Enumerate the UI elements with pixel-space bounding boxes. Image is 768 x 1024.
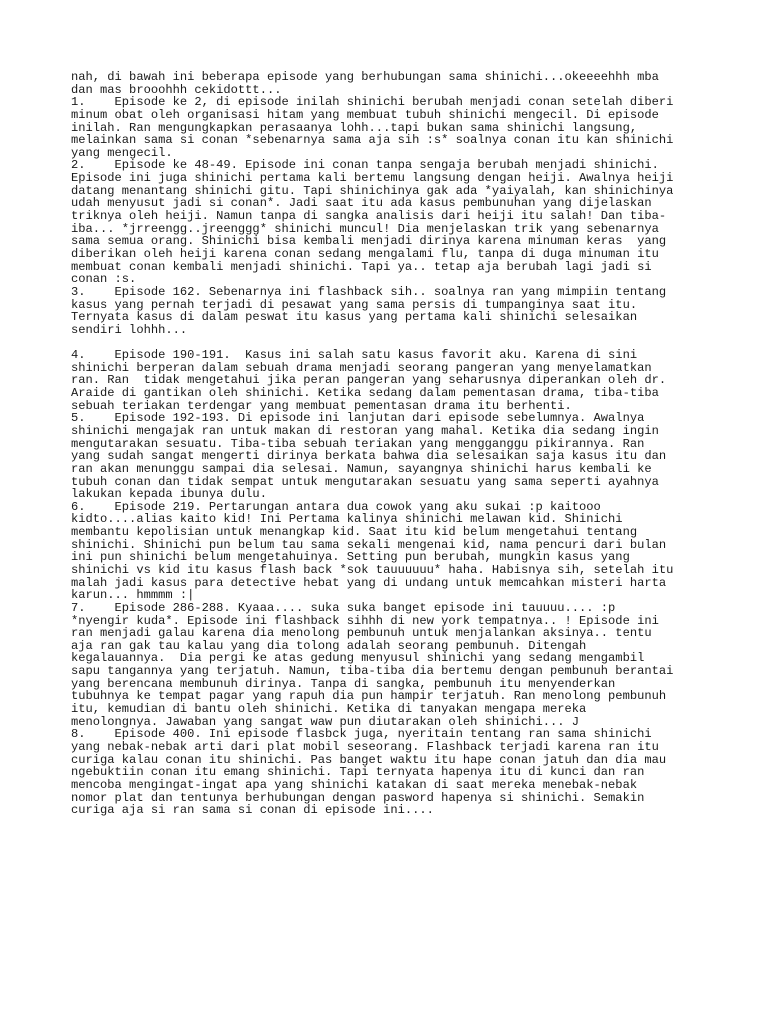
text-line: 6. Episode 219. Pertarungan antara dua cowok yang aku sukai :p kaitooo [71, 499, 601, 514]
text-line: sapu tangannya yang terjatuh. Namun, tiba-tiba dia bertemu dengan pembunuh berantai [71, 664, 674, 679]
text-line: yang sudah sangat mengerti dirinya berkata bahwa dia selesaikan saja kasus itu dan [71, 449, 667, 464]
text-line: tubuhnya ke tempat pagar yang rapuh dia pun hampir terjatuh. Ran menolong pembunuh [71, 689, 667, 704]
text-line: 3. Episode 162. Sebenarnya ini flashback sih.. soalnya ran yang mimpiin tentang [71, 284, 667, 299]
text-line: mengutarakan sesuatu. Tiba-tiba sebuah teriakan yang mengganggu pikirannya. Ran [71, 436, 645, 451]
text-line: ini pun shinichi belum mengetahuinya. Setting pun berubah, mungkin kasus yang [71, 550, 630, 565]
text-line: Araide di gantikan oleh shinichi. Ketika sedang dalam pementasan drama, tiba-tiba [71, 386, 659, 401]
text-line: melainkan sama si conan *sebenarnya sama aja sih :s* soalnya conan itu kan shinichi [71, 133, 674, 148]
text-line: ngebuktiin conan itu emang shinichi. Tapi ternyata hapenya itu di kunci dan ran [71, 765, 645, 780]
text-line: 1. Episode ke 2, di episode inilah shinichi berubah menjadi conan setelah diberi [71, 95, 674, 110]
text-line: inilah. Ran mengungkapkan perasaanya lohh...tapi bukan sama shinichi langsung, [71, 120, 638, 135]
text-line: shinichi mengajak ran untuk makan di restoran yang mahal. Ketika dia sedang ingin [71, 423, 659, 438]
document-body [71, 71, 711, 817]
text-line: curiga aja si ran sama si conan di episode ini.... [71, 803, 434, 818]
text-line: sebuah teriakan terdengar yang membuat pementasan drama itu berhenti. [71, 398, 572, 413]
text-line: udah menyusut jadi si conan*. Jadi saat itu ada kasus pembunuhan yang dijelaskan [71, 196, 652, 211]
text-line: ran. Ran tidak mengetahui jika peran pangeran yang seharusnya diperankan oleh dr. [71, 373, 667, 388]
text-line: sendiri lohhh... [71, 322, 188, 337]
text-line: Ternyata kasus di dalam peswat itu kasus yang pertama kali shinichi selesaikan [71, 310, 638, 325]
text-line: karun... hmmmm :| [71, 588, 195, 603]
text-line: membuat conan kembali menjadi shinichi. Tapi ya.. tetap aja berubah lagi jadi si [71, 259, 652, 274]
text-line: kegalauannya. Dia pergi ke atas gedung menyusul shinichi yang sedang mengambil [71, 651, 645, 666]
text-line: ran menjadi galau karena dia menolong pembunuh untuk menjalankan aksinya.. tentu [71, 626, 652, 641]
text-line: 7. Episode 286-288. Kyaaa.... suka suka banget episode ini tauuuu.... :p [71, 600, 616, 615]
text-line: menolongnya. Jawaban yang sangat waw pun diutarakan oleh shinichi... J [71, 714, 580, 729]
text-line: shinichi. Shinichi pun belum tau sama sekali mengenai kid, nama pencuri dari bulan [71, 537, 667, 552]
text-line: curiga kalau conan itu shinichi. Pas banget waktu itu hape conan jatuh dan dia mau [71, 752, 667, 767]
text-line: dan mas brooohhh cekidottt... [71, 82, 282, 97]
text-line: ran akan menunggu sampai dia selesai. Namun, sayangnya shinichi harus kembali ke [71, 461, 652, 476]
text-line: nomor plat dan tentunya berhubungan dengan pasword hapenya si shinichi. Semakin [71, 790, 645, 805]
text-line: kasus yang pernah terjadi di pesawat yang sama persis di tumpanginya saat itu. [71, 297, 638, 312]
text-line: membantu kepolisian untuk menangkap kid. Saat itu kid belum mengetahui tentang [71, 525, 638, 540]
text-line: *nyengir kuda*. Episode ini flashback sihhh di new york tempatnya.. ! Episode ini [71, 613, 659, 628]
text-line: 5. Episode 192-193. Di episode ini lanjutan dari episode sebelumnya. Awalnya [71, 411, 645, 426]
text-line: nah, di bawah ini beberapa episode yang berhubungan sama shinichi...okeeeehhh mba [71, 70, 659, 84]
text-line: shinichi berperan dalam sebuah drama menjadi seorang pangeran yang menyelamatkan [71, 360, 652, 375]
text-line: sama semua orang. Shinichi bisa kembali menjadi dirinya karena minuman keras yang [71, 234, 667, 249]
text-line: yang mengecil. [71, 145, 173, 160]
text-line: malah jadi kasus para detective hebat yang di undang untuk memcahkan misteri harta [71, 575, 667, 590]
text-line: triknya oleh heiji. Namun tanpa di sangka analisis dari heiji itu salah! Dan tiba- [71, 209, 667, 224]
text-line: lakukan kepada ibunya dulu. [71, 487, 267, 502]
text-line: 8. Episode 400. Ini episode flasbck juga, nyeritain tentang ran sama shinichi [71, 727, 652, 742]
text-line: Episode ini juga shinichi pertama kali bertemu langsung dengan heiji. Awalnya heiji [71, 171, 674, 186]
text-line: 4. Episode 190-191. Kasus ini salah satu kasus favorit aku. Karena di sini [71, 348, 638, 363]
text-line: conan :s. [71, 272, 137, 287]
text-line: tubuh conan dan tidak sempat untuk mengutarakan sesuatu yang sama seperti ayahnya [71, 474, 659, 489]
text-line: iba... *jrreengg..jreenggg* shinichi muncul! Dia menjelaskan trik yang sebenarnya [71, 221, 659, 236]
text-line: 2. Episode ke 48-49. Episode ini conan tanpa sengaja berubah menjadi shinichi. [71, 158, 659, 173]
text-line: mencoba mengingat-ingat apa yang shinichi katakan di saat mereka menebak-nebak [71, 777, 638, 792]
text-line: datang menantang shinichi gitu. Tapi shinichinya gak ada *yaiyalah, kan shinichinya [71, 183, 674, 198]
text-line: shinichi vs kid itu kasus flash back *sok tauuuuuu* haha. Habisnya sih, setelah itu [71, 562, 674, 577]
text-line: aja ran gak tau kalau yang dia tolong adalah seorang pembunuh. Ditengah [71, 638, 587, 653]
text-line: kidto....alias kaito kid! Ini Pertama kalinya shinichi melawan kid. Shinichi [71, 512, 623, 527]
text-line: itu, kemudian di bantu oleh shinichi. Ketika di tanyakan mengapa mereka [71, 702, 587, 717]
text-line: yang berencana membunuh dirinya. Tanpa di sangka, pembunuh itu menyenderkan [71, 676, 616, 691]
text-line: diberikan oleh heiji karena conan sedang mengalami flu, tanpa di duga minuman itu [71, 246, 659, 261]
text-line: minum obat oleh organisasi hitam yang membuat tubuh shinichi mengecil. Di episode [71, 107, 659, 122]
text-line: yang nebak-nebak arti dari plat mobil seseorang. Flashback terjadi karena ran itu [71, 739, 659, 754]
